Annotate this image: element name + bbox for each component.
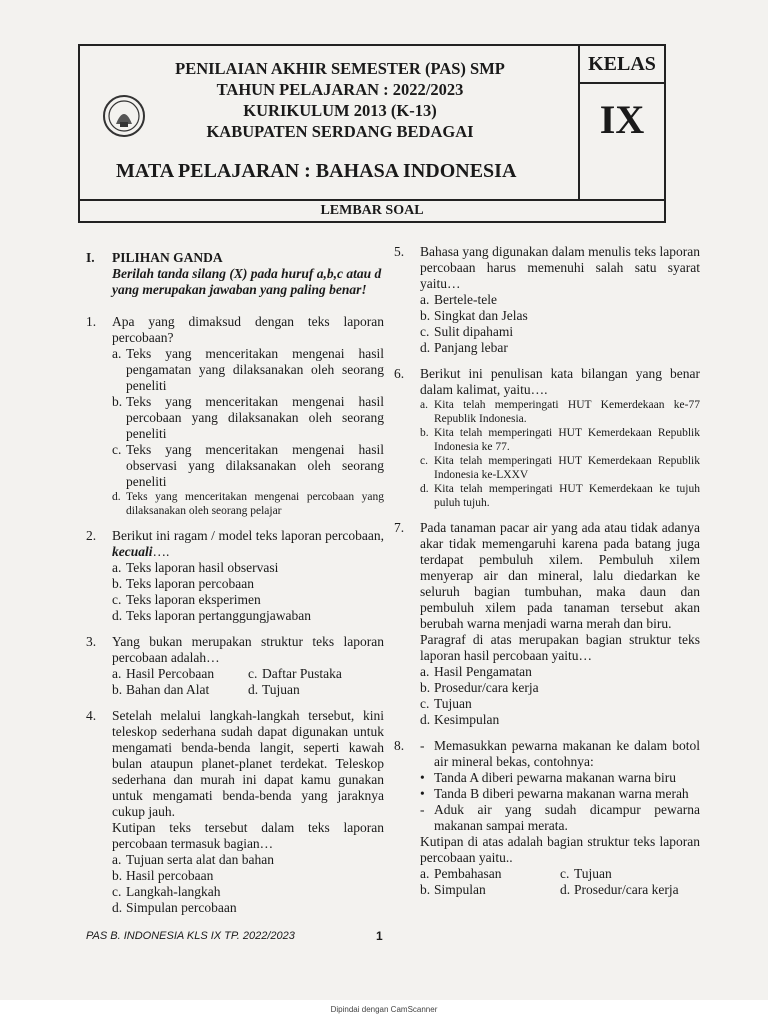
question-7 — [394, 520, 700, 728]
option-b[interactable]: b. Bahan dan Alat — [112, 682, 210, 697]
section-number: I. — [86, 250, 95, 265]
class-value: IX — [599, 97, 645, 142]
question-passage: Pada tanaman pacar air yang ada atau tidak adanya akar tidak memengaruhi karena pada batang juga terdapat pembuluh xilem. Pembuluh xilem menyerap air dan mineral, lalu diedarkan ke seluruh bagian tumbuhan, maka daun dan pembuluh xilem pada tanaman tersebut akan berubah warna menjadi warna merah dan biru. — [420, 520, 700, 631]
option-c[interactable]: c. Daftar Pustaka — [248, 666, 342, 681]
question-text: Kutipan di atas adalah bagian struktur teks laporan percobaan yaitu.. — [420, 834, 700, 865]
question-text: Bahasa yang digunakan dalam menulis teks laporan percobaan harus memenuhi salah satu syarat yaitu… — [420, 244, 700, 291]
title-line-4: KABUPATEN SERDANG BEDAGAI — [206, 122, 474, 141]
option-d[interactable]: d. Kita telah memperingati HUT Kemerdekaan ke tujuh puluh tujuh. — [420, 483, 700, 509]
option-b[interactable]: b. Hasil percobaan — [112, 868, 214, 883]
option-a[interactable]: a. Hasil Percobaan — [112, 666, 215, 681]
option-b[interactable]: b. Kita telah memperingati HUT Kemerdekaan Republik Indonesia ke 77. — [420, 427, 700, 453]
question-number: 4. — [86, 708, 97, 723]
question-text: Berikut ini ragam / model teks laporan percobaan, kecuali…. — [112, 528, 384, 559]
option-a[interactable]: a. Pembahasan — [420, 866, 502, 881]
question-text: Apa yang dimaksud dengan teks laporan percobaan? — [112, 314, 384, 345]
option-a[interactable]: a. Hasil Pengamatan — [420, 664, 532, 679]
subject-title: MATA PELAJARAN : BAHASA INDONESIA — [116, 160, 517, 182]
title-line-3: KURIKULUM 2013 (K-13) — [243, 101, 437, 120]
section-instruction: Berilah tanda silang (X) pada huruf a,b,c atau d yang merupakan jawaban yang paling benar! — [112, 266, 382, 297]
sheet-label: LEMBAR SOAL — [80, 199, 664, 221]
question-4 — [86, 708, 384, 916]
question-5 — [394, 244, 700, 356]
option-d[interactable]: d. Prosedur/cara kerja — [560, 882, 679, 897]
question-1 — [86, 314, 384, 518]
question-text: Paragraf di atas merupakan bagian struktur teks laporan hasil percobaan yaitu… — [420, 632, 700, 663]
option-b[interactable]: b. Singkat dan Jelas — [420, 308, 528, 323]
question-6 — [394, 366, 700, 510]
option-c[interactable]: c. Teks laporan eksperimen — [112, 592, 261, 607]
option-d[interactable]: d. Kesimpulan — [420, 712, 500, 727]
option-d[interactable]: d. Teks yang menceritakan mengenai percobaan yang dilaksanakan oleh seorang pelajar — [112, 491, 384, 517]
option-d[interactable]: d. Tujuan — [248, 682, 300, 697]
option-c[interactable]: c. Sulit dipahami — [420, 324, 514, 339]
left-column — [86, 250, 384, 926]
scanner-watermark: Dipindai dengan CamScanner — [330, 1005, 438, 1014]
title-line-1: PENILAIAN AKHIR SEMESTER (PAS) SMP — [175, 59, 505, 78]
question-number: 5. — [394, 244, 405, 259]
question-number: 6. — [394, 366, 405, 381]
option-b[interactable]: b. Simpulan — [420, 882, 486, 897]
option-d[interactable]: d. Simpulan percobaan — [112, 900, 237, 915]
option-c[interactable]: c. Langkah-langkah — [112, 884, 221, 899]
question-2 — [86, 528, 384, 624]
question-text: Yang bukan merupakan struktur teks laporan percobaan adalah… — [112, 634, 384, 665]
option-c[interactable]: c. Tujuan — [420, 696, 472, 711]
class-label: KELAS — [580, 46, 664, 84]
question-passage: Setelah melalui langkah-langkah tersebut, kini teleskop sederhana sudah dapat digunakan untuk mengamati benda-benda langit, seperti kawah bulan ataupun planet-planet terdekat. Teleskop sederhana dan murah ini dapat kamu gunakan untuk mengamati benda-benda yang jaraknya cukup jauh. — [112, 708, 384, 819]
question-text: Berikut ini penulisan kata bilangan yang benar dalam kalimat, yaitu…. — [420, 366, 700, 397]
title-line-2: TAHUN PELAJARAN : 2022/2023 — [216, 80, 464, 99]
question-number: 1. — [86, 314, 97, 329]
procedure-step: • Tanda A diberi pewarna makanan warna biru — [420, 770, 676, 785]
question-text: Kutipan teks tersebut dalam teks laporan percobaan termasuk bagian… — [112, 820, 384, 851]
option-c[interactable]: c. Tujuan — [560, 866, 612, 881]
question-number: 2. — [86, 528, 97, 543]
exam-header — [78, 44, 666, 223]
section-title: PILIHAN GANDA — [112, 250, 223, 265]
option-a[interactable]: a. Teks laporan hasil observasi — [112, 560, 279, 575]
question-number: 3. — [86, 634, 97, 649]
option-c[interactable]: c. Kita telah memperingati HUT Kemerdekaan Republik Indonesia ke-LXXV — [420, 455, 700, 481]
procedure-step: • Tanda B diberi pewarna makanan warna merah — [420, 786, 689, 801]
option-d[interactable]: d. Teks laporan pertanggungjawaban — [112, 608, 311, 623]
right-column — [394, 244, 700, 908]
option-a[interactable]: a. Bertele-tele — [420, 292, 497, 307]
exam-title — [140, 58, 540, 142]
page-footer: PAS B. INDONESIA KLS IX TP. 2022/2023 — [86, 930, 295, 942]
question-8 — [394, 738, 700, 898]
option-d[interactable]: d. Panjang lebar — [420, 340, 508, 355]
question-3 — [86, 634, 384, 698]
option-c[interactable]: c. Teks yang menceritakan mengenai hasil observasi yang dilaksanakan oleh seorang peneliti — [112, 442, 384, 489]
procedure-step: - Aduk air yang sudah dicampur pewarna makanan sampai merata. — [420, 802, 700, 833]
class-box — [578, 46, 664, 201]
option-a[interactable]: a. Kita telah memperingati HUT Kemerdekaan ke-77 Republik Indonesia. — [420, 399, 700, 425]
section-heading — [86, 250, 384, 266]
question-number: 8. — [394, 738, 405, 753]
procedure-step: - Memasukkan pewarna makanan ke dalam botol air mineral bekas, contohnya: — [420, 738, 700, 769]
option-a[interactable]: a. Teks yang menceritakan mengenai hasil pengamatan yang dilaksanakan oleh seorang peneliti — [112, 346, 384, 393]
option-b[interactable]: b. Teks yang menceritakan mengenai hasil percobaan yang dilaksanakan oleh seorang peneliti — [112, 394, 384, 441]
question-number: 7. — [394, 520, 405, 535]
option-b[interactable]: b. Prosedur/cara kerja — [420, 680, 539, 695]
page-number: 1 — [376, 929, 383, 943]
option-a[interactable]: a. Tujuan serta alat dan bahan — [112, 852, 274, 867]
option-b[interactable]: b. Teks laporan percobaan — [112, 576, 254, 591]
